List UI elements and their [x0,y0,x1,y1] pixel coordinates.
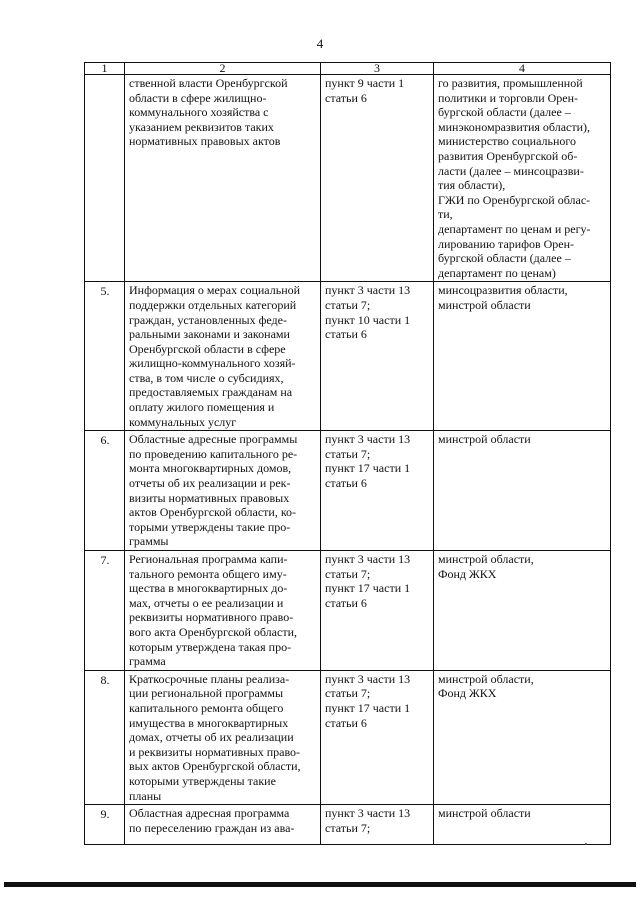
page-number: 4 [316,36,324,51]
row-responsible: минстрой области [434,805,611,845]
row-responsible: го развития, промышленной политики и торговли Орен- бургской области (далее – минэкономразвития области), министерство социального развития Оренбургской об- ласти (далее – минсоцразви- тия области), ГЖИ по Оренбургской облас- ти, департамент по ценам и регу- лированию тарифов Орен- бургской области (далее – департамент по ценам) [434,75,611,282]
row-information: Краткосрочные планы реализа- ции региональной программы капитального ремонта общего имущества в многоквартирных домах, отчеты об их реализации и реквизиты нормативных право- вых актов Оренбургской области, которыми утверждены такие планы [125,670,321,804]
table-row [85,551,611,671]
row-number: 8. [85,670,125,804]
row-legal-basis: пункт 3 части 13 статьи 7; пункт 17 части 1 статьи 6 [321,670,434,804]
row-number: 9. [85,805,125,845]
row-information: Информация о мерах социальной поддержки отдельных категорий граждан, установленных феде- ральными законами и законами Оренбургской области в сфере жилищно-коммунального хозяй- ства, в том числе о субсидиях, предоставляемых гражданам на оплату жилого помещения и коммунальных услуг [125,282,321,431]
row-information: Областные адресные программы по проведению капитального ре- монта многоквартирных домов, отчеты об их реализации и рек- визиты нормативных правовых актов Оренбургской области, ко- торыми утверждены такие про- граммы [125,431,321,551]
row-information: Областная адресная программа по переселению граждан из ава- [125,805,321,845]
table-row [85,282,611,431]
table-header-row [85,63,611,75]
row-legal-basis: пункт 9 части 1 статьи 6 [321,75,434,282]
row-responsible: минстрой области, Фонд ЖКХ [434,551,611,671]
row-number: 6. [85,431,125,551]
row-legal-basis: пункт 3 части 13 статьи 7; пункт 17 части 1 статьи 6 [321,431,434,551]
row-number: 7. [85,551,125,671]
row-information: Региональная программа капи- тального ремонта общего иму- щества в многоквартирных до- мах, отчеты о ее реализации и реквизиты нормативного право- вого акта Оренбургской области, которым утверждена такая про- грамма [125,551,321,671]
table-row [85,805,611,845]
column-header-1: 1 [85,63,125,75]
row-legal-basis: пункт 3 части 13 статьи 7; пункт 17 части 1 статьи 6 [321,551,434,671]
row-number [85,75,125,282]
column-header-2: 2 [125,63,321,75]
document-table [84,62,611,845]
row-responsible: минстрой области, Фонд ЖКХ [434,670,611,804]
row-responsible: минстрой области [434,431,611,551]
column-header-4: 4 [434,63,611,75]
table-row [85,75,611,282]
row-responsible: минсоцразвития области, минстрой области [434,282,611,431]
row-legal-basis: пункт 3 части 13 статьи 7; пункт 10 части 1 статьи 6 [321,282,434,431]
scan-bottom-edge [4,882,636,887]
row-information: ственной власти Оренбургской области в сфере жилищно- коммунального хозяйства с указанием реквизитов таких нормативных правовых актов [125,75,321,282]
column-header-3: 3 [321,63,434,75]
row-number: 5. [85,282,125,431]
table-row [85,431,611,551]
scan-speck [585,843,587,845]
table-row [85,670,611,804]
row-legal-basis: пункт 3 части 13 статьи 7; [321,805,434,845]
